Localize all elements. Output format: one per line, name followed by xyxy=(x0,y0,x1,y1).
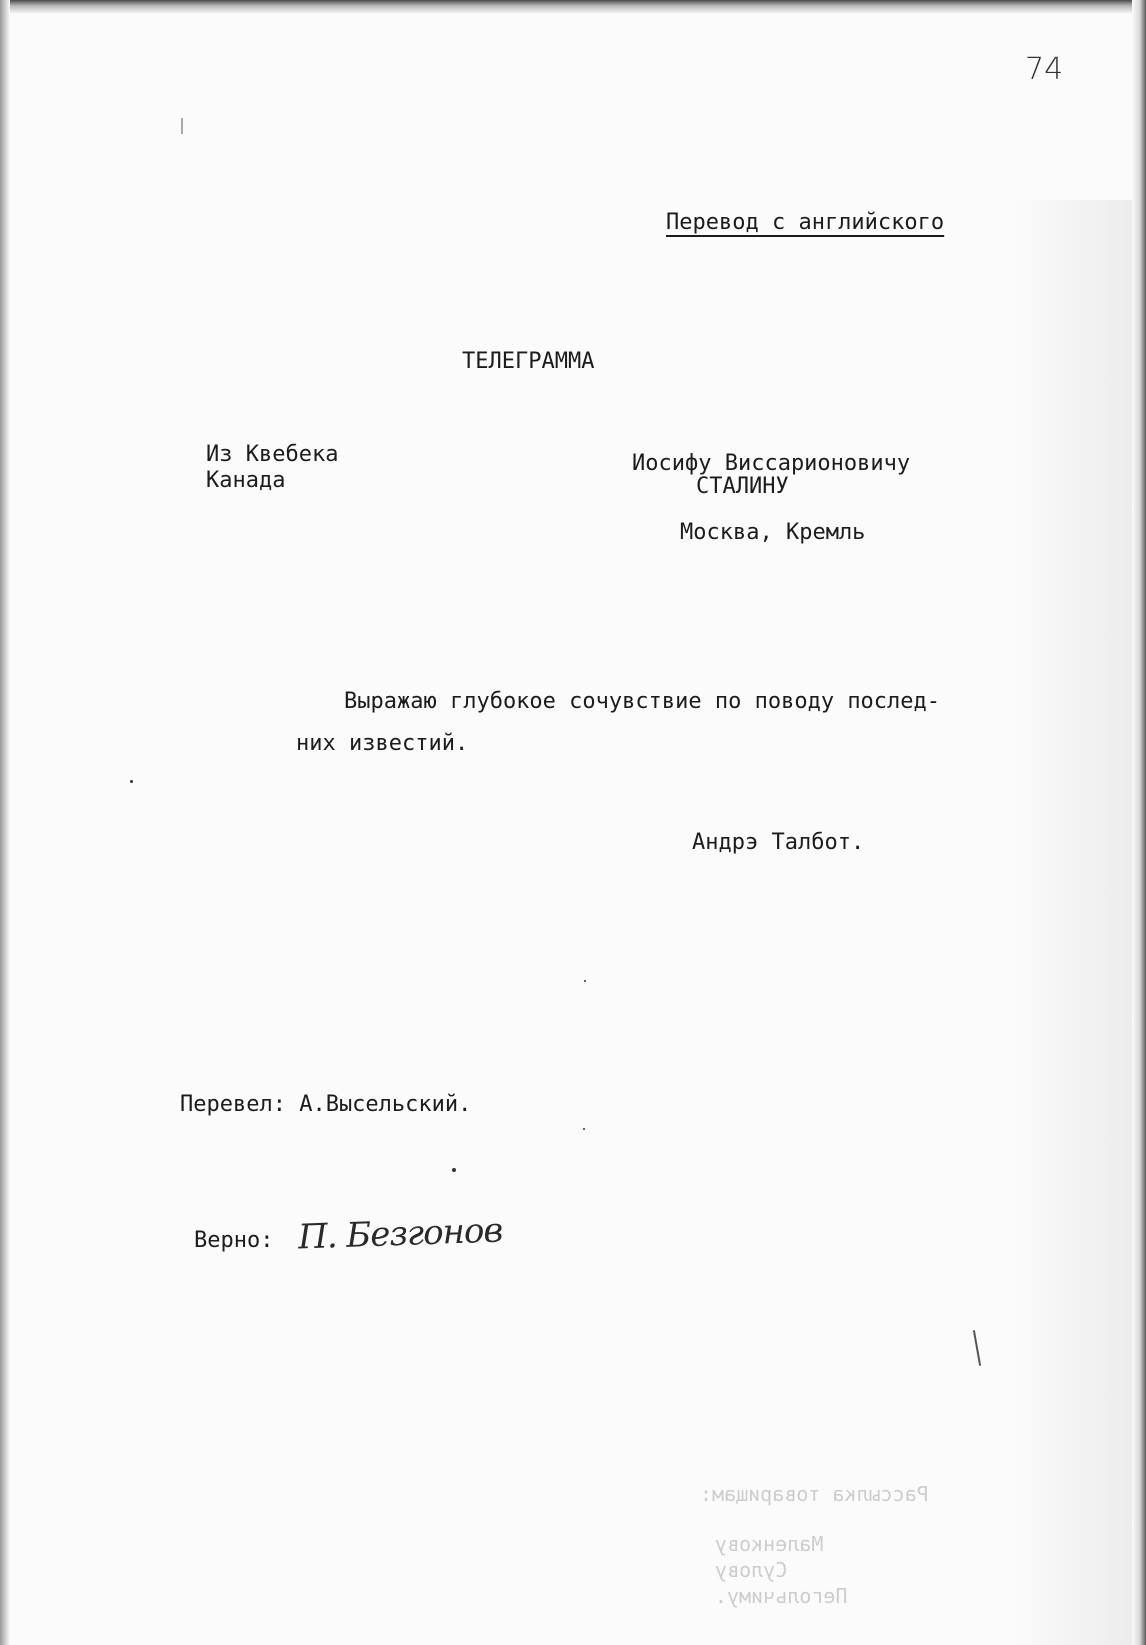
bleed-through-line-1: Рассылка товарищам: xyxy=(700,1482,929,1506)
recipient-address: Москва, Кремль xyxy=(680,520,866,545)
recipient-name: Иосифу Виссарионовичу xyxy=(632,451,911,476)
bleed-through-line-3: Сулову xyxy=(715,1558,788,1582)
recipient-surname: СТАЛИНУ xyxy=(696,474,789,499)
translator-line: Перевел: А.Высельский. xyxy=(180,1092,472,1117)
verified-label: Верно: xyxy=(194,1228,274,1253)
page-shadow xyxy=(1012,200,1132,1645)
scan-edge-right xyxy=(1132,0,1146,1645)
scan-speck xyxy=(452,1168,456,1172)
verified-signature: П. Безгонов xyxy=(297,1210,503,1258)
sender-signature: Андрэ Талбот. xyxy=(692,830,865,855)
scan-edge-top xyxy=(0,0,1146,14)
scan-speck xyxy=(584,980,586,982)
bleed-through-line-2: Маленкову xyxy=(715,1532,824,1556)
scan-speck xyxy=(583,1128,585,1130)
scan-speck xyxy=(130,780,133,783)
document-title: ТЕЛЕГРАММА xyxy=(462,349,595,374)
scan-scratch xyxy=(181,118,183,134)
scan-scratch xyxy=(973,1330,981,1366)
page-number: 74 xyxy=(1025,52,1064,87)
translation-note: Перевод с английского xyxy=(666,210,945,235)
sender-city: Из Квебека xyxy=(206,442,339,467)
bleed-through-line-4: Пегольчиму. xyxy=(715,1584,848,1608)
sender-country: Канада xyxy=(206,468,286,493)
message-line-2: них известий. xyxy=(296,731,469,756)
scan-edge-left xyxy=(0,0,10,1645)
message-line-1: Выражаю глубокое сочувствие по поводу послед- xyxy=(344,689,941,714)
